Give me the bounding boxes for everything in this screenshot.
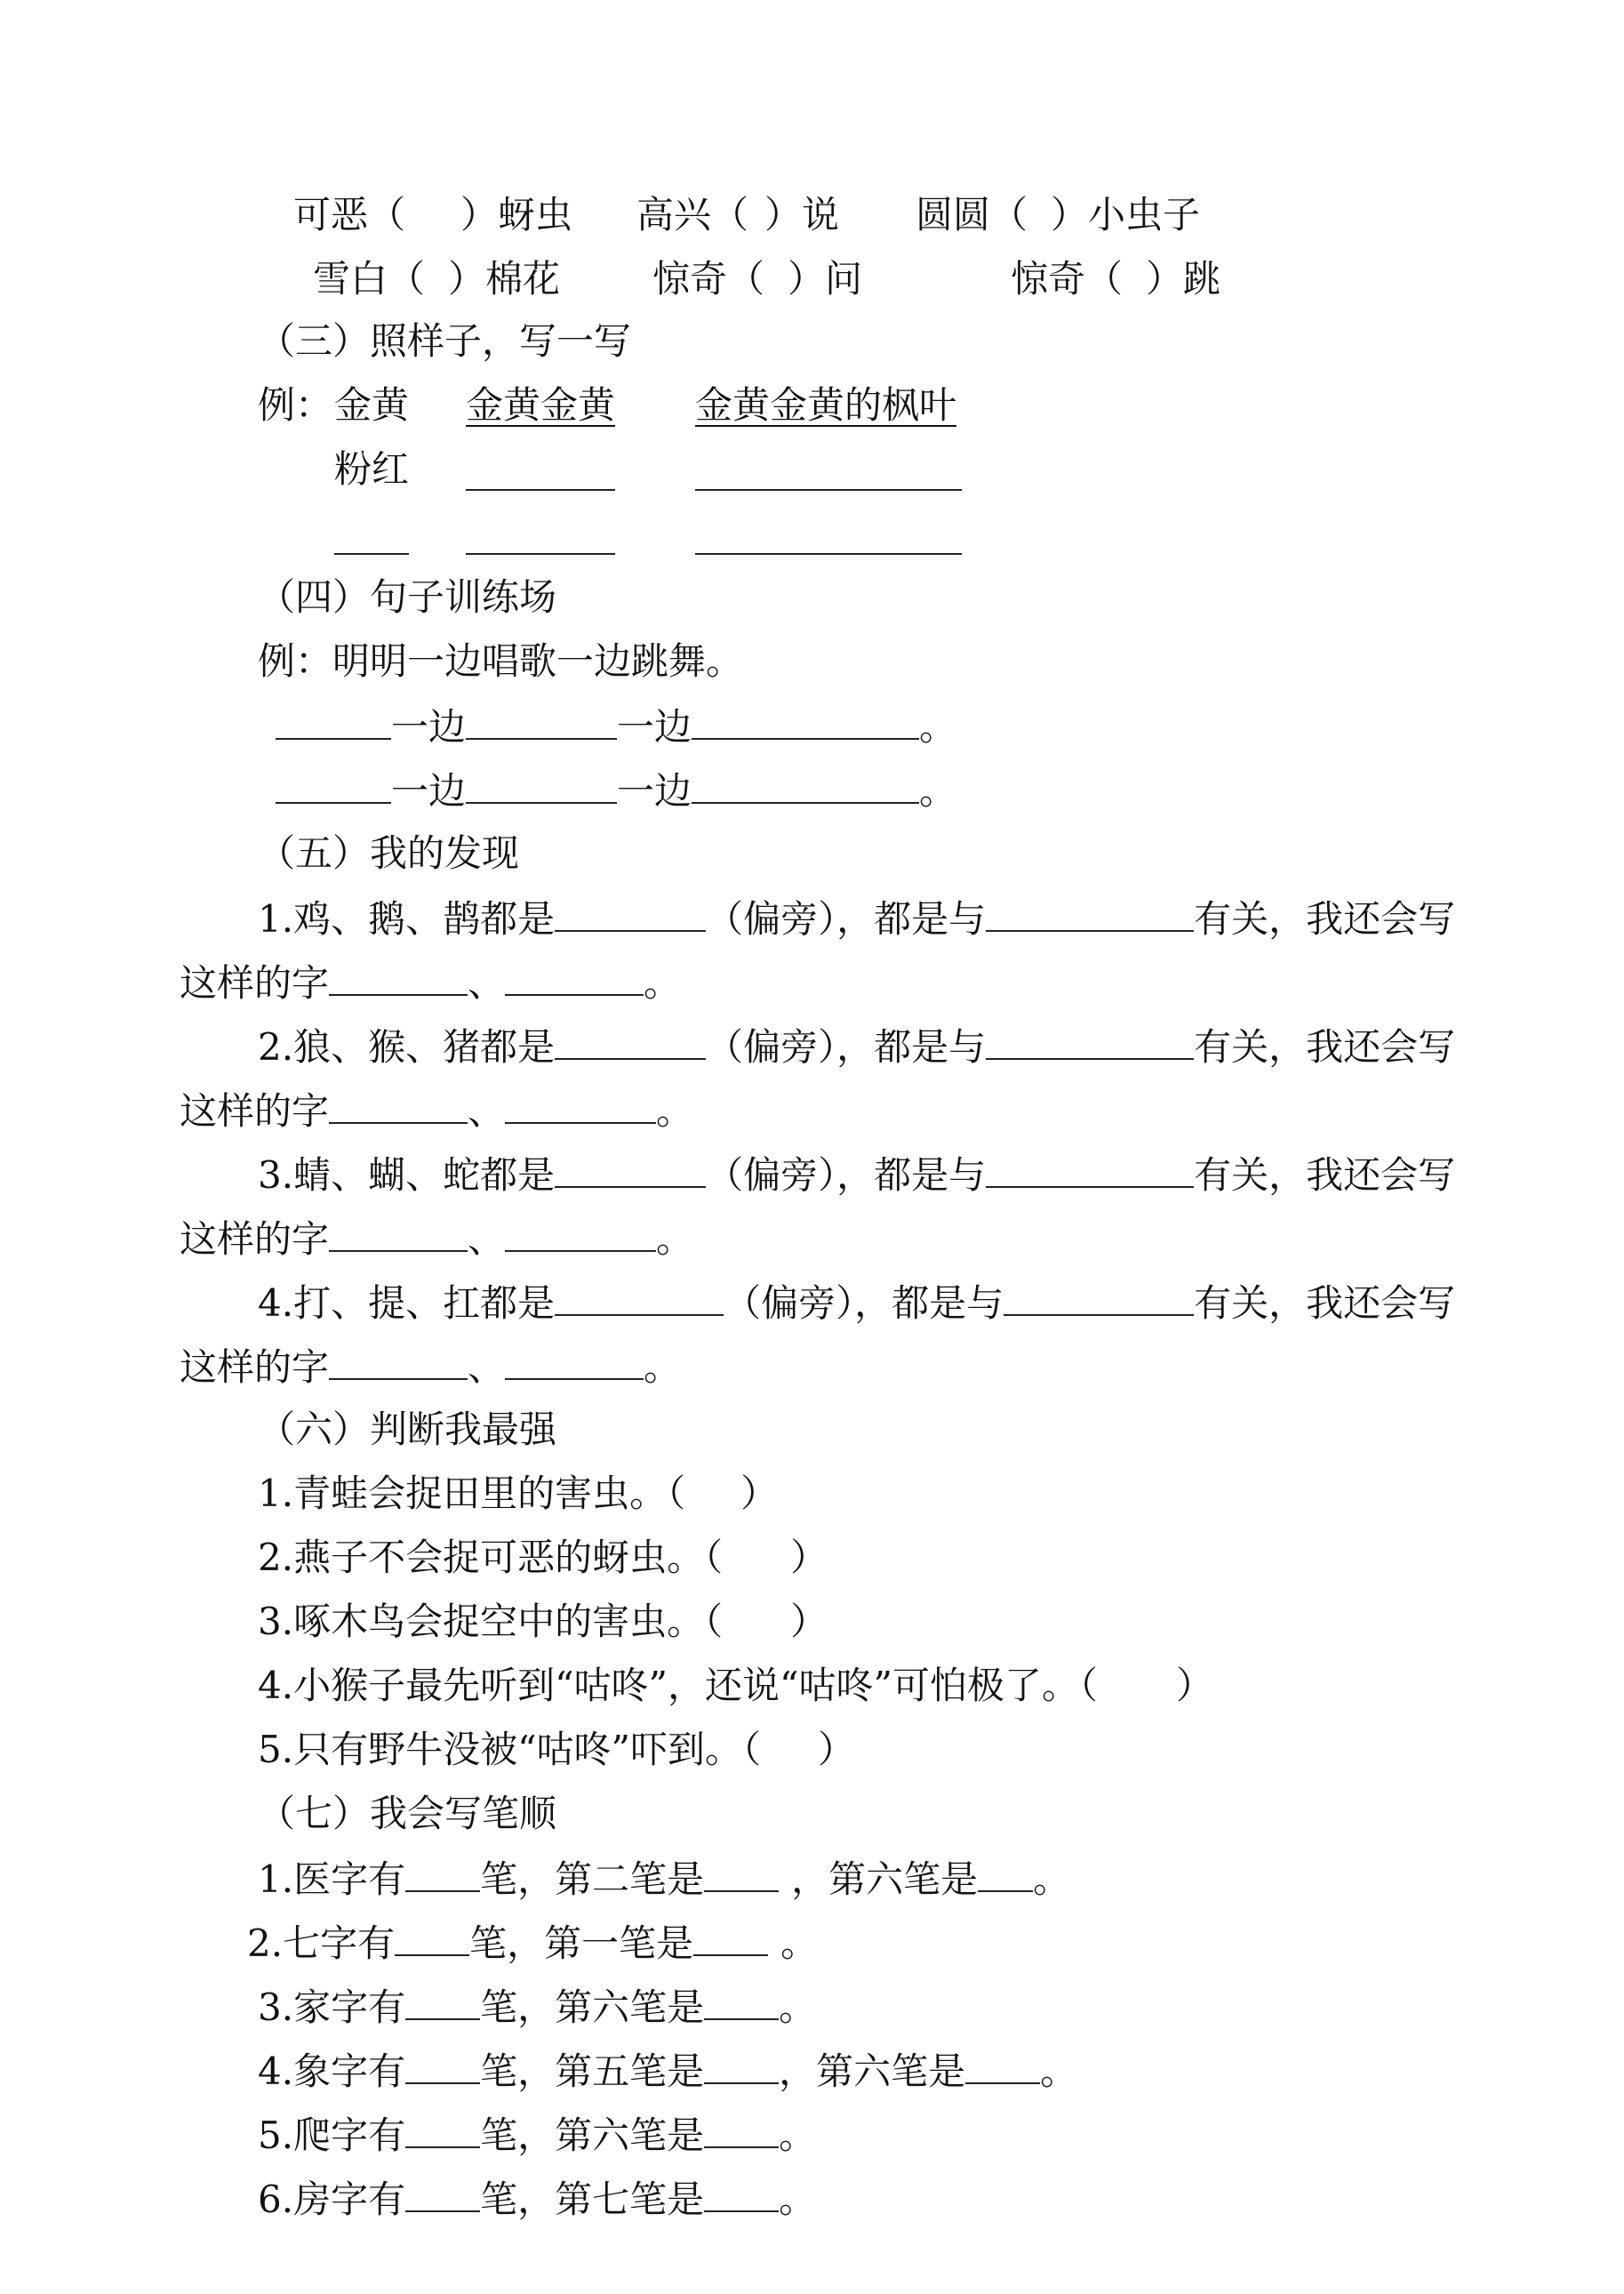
answer-blank[interactable] — [704, 2107, 779, 2148]
stroke-text: 笔，第六笔是 — [480, 1985, 705, 2029]
answer-blank[interactable] — [555, 1147, 706, 1188]
end: 。 — [656, 1089, 694, 1133]
answer-blank[interactable] — [329, 955, 468, 996]
pair-text: ）跳 — [1146, 257, 1221, 301]
answer-blank[interactable] — [986, 891, 1194, 932]
answer-blank[interactable] — [704, 2043, 779, 2084]
stroke-text: 笔，第二笔是 — [480, 1857, 705, 1901]
pair-text: ）小虫子 — [1051, 193, 1201, 237]
item-num: 1. — [258, 897, 294, 941]
answer-blank[interactable] — [695, 450, 962, 491]
stroke-text: 笔，第五笔是 — [480, 2049, 705, 2093]
pair-text: 可恶（ — [293, 193, 406, 237]
stroke-item-2 — [247, 1915, 818, 1969]
answer-blank[interactable] — [276, 763, 391, 804]
section-4-title: （四）句子训练场 — [258, 575, 557, 619]
sep: 、 — [468, 961, 506, 1005]
sentence-mid: 一边 — [617, 705, 692, 749]
judge-close: ） — [790, 1536, 828, 1579]
answer-blank[interactable] — [329, 1211, 468, 1252]
answer-blank[interactable] — [704, 1851, 779, 1892]
stroke-item-5 — [258, 2107, 816, 2161]
stroke-text: 。 — [779, 2114, 817, 2157]
discovery-item-3 — [258, 1147, 1455, 1200]
end: 。 — [644, 1345, 682, 1389]
item-num: 3. — [258, 1153, 294, 1197]
stroke-text: 1.医字有 — [258, 1857, 406, 1901]
also-text: 这样的字 — [180, 1345, 330, 1389]
sec3-example-phrase: 金黄金黄的枫叶 — [695, 383, 957, 427]
fill-row-2b — [652, 253, 862, 306]
sentence-end: 。 — [919, 769, 957, 813]
radical-text: （偏旁），都是与 — [724, 1281, 1004, 1325]
answer-blank[interactable] — [692, 699, 919, 740]
answer-blank[interactable] — [405, 2043, 480, 2084]
fill-row-2 — [313, 253, 560, 306]
section-6-title: （六）判断我最强 — [258, 1408, 557, 1451]
judge-item-1 — [258, 1467, 778, 1520]
fill-row-2c — [1011, 253, 1220, 306]
also-text: 这样的字 — [180, 1217, 330, 1261]
stroke-text: 3.家字有 — [258, 1985, 406, 2029]
answer-blank[interactable] — [505, 1339, 644, 1380]
answer-blank[interactable] — [986, 1019, 1194, 1060]
sentence-line-2 — [276, 763, 956, 816]
answer-blank[interactable] — [329, 1083, 468, 1124]
judge-text: 4.小猴子最先听到“咕咚”，还说“咕咚”可怕极了。（ — [258, 1664, 1098, 1707]
answer-blank[interactable] — [466, 450, 615, 491]
end: 。 — [644, 961, 682, 1005]
judge-text: 2.燕子不会捉可恶的蚜虫。（ — [258, 1536, 724, 1579]
answer-blank[interactable] — [505, 1211, 656, 1252]
stroke-text: 4.象字有 — [258, 2049, 406, 2093]
fill-row-1c — [916, 188, 1200, 242]
judge-text: 1.青蛙会捉田里的害虫。（ — [258, 1472, 686, 1515]
judge-item-5 — [258, 1723, 855, 1777]
fill-row-1 — [293, 188, 572, 242]
answer-blank[interactable] — [329, 1339, 468, 1380]
stroke-item-6 — [258, 2171, 816, 2225]
answer-blank[interactable] — [704, 2171, 779, 2212]
related-text: 有关，我还会写 — [1194, 1153, 1456, 1197]
answer-blank[interactable] — [555, 1019, 706, 1060]
pair-text: 惊奇（ — [652, 257, 765, 301]
stroke-text: 笔，第一笔是 — [469, 1921, 694, 1965]
judge-item-3 — [258, 1595, 828, 1648]
answer-blank[interactable] — [405, 2171, 480, 2212]
answer-blank[interactable] — [405, 1979, 480, 2020]
item-chars: 狼、猴、猪都是 — [293, 1025, 556, 1069]
answer-blank[interactable] — [978, 1851, 1033, 1892]
sep: 、 — [468, 1089, 506, 1133]
stroke-item-1 — [258, 1851, 1070, 1905]
stroke-text: 笔，第六笔是 — [480, 2114, 705, 2157]
stroke-text: 2.七字有 — [247, 1921, 396, 1965]
item-num: 2. — [258, 1025, 294, 1069]
answer-blank[interactable] — [505, 955, 644, 996]
answer-blank[interactable] — [276, 699, 391, 740]
item-chars: 鸡、鹅、鹊都是 — [293, 897, 556, 941]
answer-blank[interactable] — [965, 2043, 1040, 2084]
judge-item-4 — [258, 1659, 1213, 1712]
discovery-item-1 — [258, 891, 1455, 944]
stroke-text: 。 — [779, 1985, 817, 2029]
discovery-item-2 — [258, 1019, 1455, 1072]
pair-text: ）问 — [788, 257, 863, 301]
discovery-item-2-cont — [180, 1083, 693, 1136]
sec4-example: 例：明明一边唱歌一边跳舞。 — [258, 639, 744, 683]
discovery-item-4 — [258, 1275, 1455, 1328]
discovery-item-3-cont — [180, 1211, 693, 1264]
related-text: 有关，我还会写 — [1194, 1281, 1456, 1325]
judge-text: 5.只有野牛没被“咕咚”吓到。（ — [258, 1728, 762, 1771]
sec3-example-word: 金黄 — [334, 383, 410, 427]
stroke-text: 。 — [1033, 1857, 1071, 1901]
sentence-line-1 — [276, 699, 956, 752]
also-text: 这样的字 — [180, 1089, 330, 1133]
sec3-word-2: 粉红 — [334, 447, 410, 491]
answer-blank[interactable] — [334, 514, 409, 555]
also-text: 这样的字 — [180, 961, 330, 1005]
answer-blank[interactable] — [692, 763, 919, 804]
judge-close: ） — [740, 1472, 779, 1515]
answer-blank[interactable] — [405, 1851, 480, 1892]
answer-blank[interactable] — [704, 1979, 779, 2020]
pair-text: 高兴（ — [636, 193, 749, 237]
judge-close: ） — [818, 1728, 856, 1771]
answer-blank[interactable] — [1004, 1275, 1194, 1316]
discovery-item-4-cont — [180, 1339, 681, 1392]
sentence-mid: 一边 — [391, 769, 467, 813]
answer-blank[interactable] — [405, 2107, 480, 2148]
item-num: 4. — [258, 1281, 294, 1325]
item-chars: 打、提、扛都是 — [293, 1281, 556, 1325]
stroke-text: 笔，第七笔是 — [480, 2178, 705, 2221]
answer-blank[interactable] — [395, 1915, 469, 1956]
answer-blank[interactable] — [466, 699, 617, 740]
radical-text: （偏旁），都是与 — [706, 897, 987, 941]
answer-blank[interactable] — [693, 1915, 768, 1956]
pair-text: ）蚜虫 — [460, 193, 573, 237]
stroke-text: 。 — [1040, 2049, 1078, 2093]
stroke-text: 6.房字有 — [258, 2178, 406, 2221]
stroke-text: 。 — [780, 1921, 819, 1965]
sentence-mid: 一边 — [391, 705, 467, 749]
sec3-example-label: 例： — [258, 383, 333, 427]
section-3-title: （三）照样子，写一写 — [258, 319, 632, 363]
item-chars: 蜻、蝴、蛇都是 — [293, 1153, 556, 1197]
pair-text: ）棉花 — [448, 257, 561, 301]
answer-blank[interactable] — [466, 763, 617, 804]
sentence-mid: 一边 — [617, 769, 692, 813]
radical-text: （偏旁），都是与 — [706, 1153, 987, 1197]
pair-text: 惊奇（ — [1011, 257, 1124, 301]
judge-close: ） — [790, 1600, 828, 1643]
stroke-item-4 — [258, 2043, 1077, 2097]
sep: 、 — [468, 1217, 506, 1261]
answer-blank[interactable] — [505, 1083, 656, 1124]
answer-blank[interactable] — [695, 514, 962, 555]
sentence-end: 。 — [919, 705, 957, 749]
stroke-text: ，第六笔是 — [791, 1857, 979, 1901]
radical-text: （偏旁），都是与 — [706, 1025, 987, 1069]
section-5-title: （五）我的发现 — [258, 831, 520, 875]
stroke-text: ，第六笔是 — [779, 2049, 966, 2093]
answer-blank[interactable] — [555, 891, 706, 932]
related-text: 有关，我还会写 — [1194, 897, 1456, 941]
related-text: 有关，我还会写 — [1194, 1025, 1456, 1069]
answer-blank[interactable] — [986, 1147, 1194, 1188]
sec3-example-double: 金黄金黄 — [466, 383, 616, 427]
fill-row-1b — [636, 188, 839, 242]
stroke-text: 。 — [779, 2178, 817, 2221]
judge-item-2 — [258, 1531, 828, 1584]
sep: 、 — [468, 1345, 506, 1389]
stroke-item-3 — [258, 1979, 816, 2033]
stroke-text: 5.爬字有 — [258, 2114, 406, 2157]
answer-blank[interactable] — [555, 1275, 724, 1316]
end: 。 — [656, 1217, 694, 1261]
discovery-item-1-cont — [180, 955, 681, 1008]
pair-text: 雪白（ — [313, 257, 426, 301]
judge-close: ） — [1175, 1664, 1213, 1707]
pair-text: ）说 — [764, 193, 840, 237]
answer-blank[interactable] — [466, 514, 615, 555]
section-7-title: （七）我会写笔顺 — [258, 1792, 557, 1835]
pair-text: 圆圆（ — [916, 193, 1028, 237]
judge-text: 3.啄木鸟会捉空中的害虫。（ — [258, 1600, 724, 1643]
